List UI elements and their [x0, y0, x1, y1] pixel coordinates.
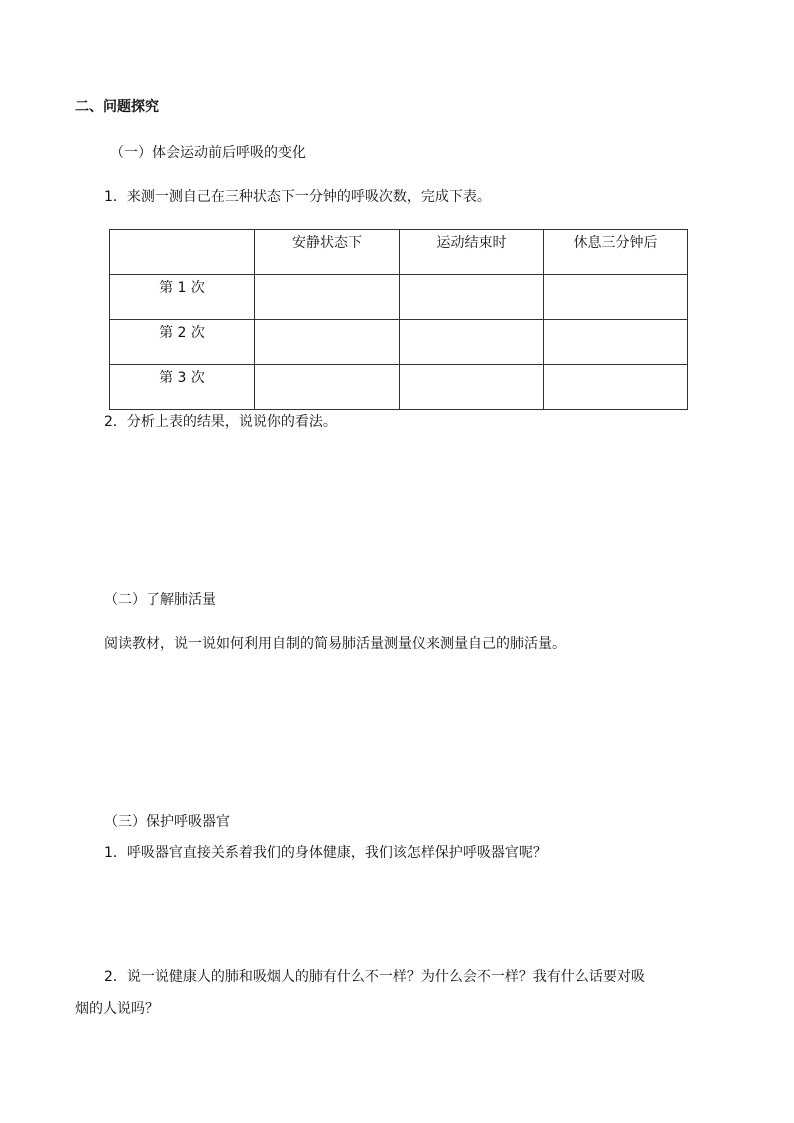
- table-answer-cell[interactable]: [400, 275, 544, 320]
- table-row: [110, 365, 688, 410]
- table-row: [110, 275, 688, 320]
- table-answer-cell[interactable]: [544, 275, 688, 320]
- table-header-cell: 安静状态下: [255, 230, 400, 275]
- table-answer-cell[interactable]: [255, 320, 400, 365]
- part1-heading: （一）体会运动前后呼吸的变化: [110, 145, 306, 161]
- table-row-label: 第 2 次: [110, 320, 255, 365]
- table-header-cell: [110, 230, 255, 275]
- table-answer-cell[interactable]: [400, 365, 544, 410]
- table-answer-cell[interactable]: [544, 320, 688, 365]
- section-title: 二、问题探究: [75, 99, 159, 115]
- table-answer-cell[interactable]: [544, 365, 688, 410]
- part3-question-2-line1: 2．说一说健康人的肺和吸烟人的肺有什么不一样？为什么会不一样？我有什么话要对吸: [104, 969, 645, 985]
- part3-question-1: 1．呼吸器官直接关系着我们的身体健康，我们该怎样保护呼吸器官呢？: [104, 845, 547, 861]
- table-header-cell: 运动结束时: [400, 230, 544, 275]
- table-header-row: [110, 230, 688, 275]
- part3-question-2-line2: 烟的人说吗？: [75, 1001, 159, 1017]
- table-header-cell: 休息三分钟后: [544, 230, 688, 275]
- breathing-record-table: [109, 229, 688, 410]
- part1-question-1: 1．来测一测自己在三种状态下一分钟的呼吸次数，完成下表。: [104, 189, 491, 205]
- part3-heading: （三）保护呼吸器官: [104, 814, 230, 830]
- part1-question-2: 2．分析上表的结果，说说你的看法。: [104, 414, 337, 430]
- table-answer-cell[interactable]: [255, 365, 400, 410]
- table-answer-cell[interactable]: [400, 320, 544, 365]
- part2-heading: （二）了解肺活量: [104, 592, 216, 608]
- table-row: [110, 320, 688, 365]
- table-answer-cell[interactable]: [255, 275, 400, 320]
- table-row-label: 第 3 次: [110, 365, 255, 410]
- part2-text: 阅读教材，说一说如何利用自制的简易肺活量测量仪来测量自己的肺活量。: [104, 636, 566, 652]
- table-row-label: 第 1 次: [110, 275, 255, 320]
